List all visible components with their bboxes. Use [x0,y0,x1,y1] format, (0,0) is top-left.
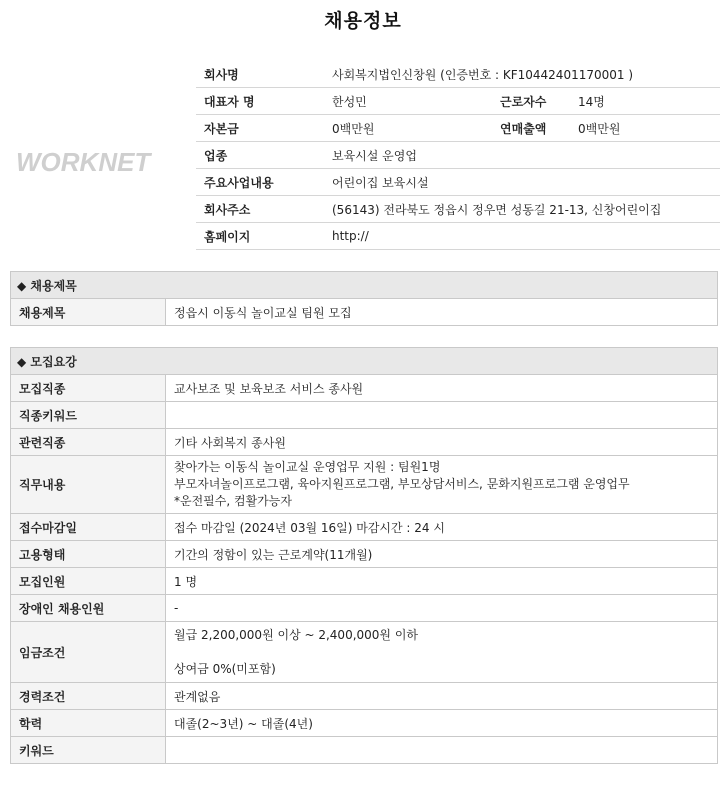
req-label: 장애인 채용인원 [11,595,166,622]
req-row-keyword [11,737,718,764]
req-row-job-keyword [11,402,718,429]
req-value [166,402,718,429]
req-label: 모집인원 [11,568,166,595]
page-title: 채용정보 [324,10,402,32]
duty-line: 부모자녀놀이프로그램, 육아지원프로그램, 부모상담서비스, 문화지원프로그램 운영업무 [174,477,630,491]
req-label: 직종키워드 [11,402,166,429]
company-info-table [196,61,720,250]
req-label: 고용형태 [11,541,166,568]
req-label: 임금조건 [11,622,166,683]
section-header-row [11,348,718,375]
business-label: 주요사업내용 [196,169,324,196]
employees-value: 14명 [570,88,720,115]
company-name-label: 회사명 [196,61,324,88]
homepage-link[interactable]: http:// [324,223,720,250]
req-row-experience [11,683,718,710]
req-label: 관련직종 [11,429,166,456]
company-row-homepage [196,223,720,250]
capital-label: 자본금 [196,115,324,142]
req-value-multiline [166,622,718,683]
ceo-label: 대표자 명 [196,88,324,115]
company-row-capital [196,115,720,142]
req-value: 기타 사회복지 종사원 [166,429,718,456]
worknet-logo [14,146,166,178]
req-row-wage [11,622,718,683]
req-value [166,737,718,764]
address-label: 회사주소 [196,196,324,223]
req-label: 학력 [11,710,166,737]
company-row-address [196,196,720,223]
wage-line-blank [174,644,709,661]
req-label: 직무내용 [11,456,166,514]
req-row-job-type [11,375,718,402]
logo-text: WORKNET [16,147,151,177]
wage-line: 상여금 0%(미포함) [174,661,276,676]
company-row-industry [196,142,720,169]
req-row-deadline [11,514,718,541]
req-row-education [11,710,718,737]
req-value: 교사보조 및 보육보조 서비스 종사원 [166,375,718,402]
req-row-employment-type [11,541,718,568]
business-value: 어린이집 보육시설 [324,169,720,196]
address-value: (56143) 전라북도 정읍시 정우면 성동길 21-13, 신창어린이집 [324,196,720,223]
req-value: 관계없음 [166,683,718,710]
recruit-title-label: 채용제목 [11,299,166,326]
company-row-name [196,61,720,88]
section-header: ◆ 채용제목 [11,272,718,299]
company-row-ceo [196,88,720,115]
recruit-title-value: 정읍시 이동식 놀이교실 팀원 모집 [166,299,718,326]
industry-value: 보육시설 운영업 [324,142,720,169]
sales-label: 연매출액 [492,115,570,142]
wage-line: 월급 2,200,000원 이상 ~ 2,400,000원 이하 [174,627,419,642]
company-row-business [196,169,720,196]
req-label: 키워드 [11,737,166,764]
duty-line: 찾아가는 이동식 놀이교실 운영업무 지원 : 팀원1명 [174,460,441,474]
sales-value: 0백만원 [570,115,720,142]
req-label: 접수마감일 [11,514,166,541]
ceo-value: 한성민 [324,88,492,115]
req-value-multiline [166,456,718,514]
recruit-title-row [11,299,718,326]
req-row-duties [11,456,718,514]
req-row-disabled-hire [11,595,718,622]
req-row-related-job [11,429,718,456]
recruit-title-section [10,271,718,326]
req-label: 경력조건 [11,683,166,710]
requirements-section [10,347,718,764]
section-header-row [11,272,718,299]
req-label: 모집직종 [11,375,166,402]
industry-label: 업종 [196,142,324,169]
req-value: 1 명 [166,568,718,595]
homepage-label: 홈페이지 [196,223,324,250]
req-value: 기간의 정함이 있는 근로계약(11개월) [166,541,718,568]
req-value: 접수 마감일 (2024년 03월 16일) 마감시간 : 24 시 [166,514,718,541]
req-value: 대졸(2~3년) ~ 대졸(4년) [166,710,718,737]
duty-line: *운전필수, 컴활가능자 [174,494,292,508]
capital-value: 0백만원 [324,115,492,142]
company-name-value: 사회복지법인신창원 (인증번호 : KF10442401170001 ) [324,61,720,88]
req-row-headcount [11,568,718,595]
section-header: ◆ 모집요강 [11,348,718,375]
req-value: - [166,595,718,622]
employees-label: 근로자수 [492,88,570,115]
